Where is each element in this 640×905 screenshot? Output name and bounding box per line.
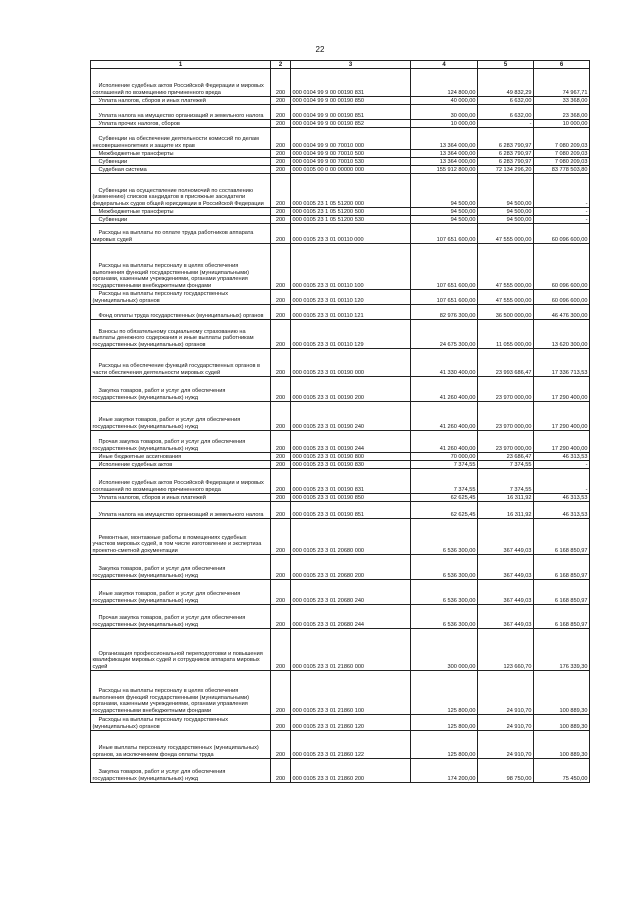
cell-plan: 125 800,00 [411, 671, 478, 715]
cell-rest: 33 368,00 [534, 97, 590, 105]
cell-rest: 100 889,30 [534, 671, 590, 715]
cell-code: 000 0105 23 3 01 00110 120 [291, 290, 411, 305]
cell-code: 000 0105 23 3 01 00190 831 [291, 469, 411, 494]
table-body [91, 69, 590, 783]
cell-name: Уплата налогов, сборов и иных платежей [91, 494, 271, 502]
cell-code: 000 0105 23 3 01 21860 120 [291, 715, 411, 731]
cell-fact: 6 283 790,97 [478, 158, 534, 166]
column-header: 1 [91, 61, 271, 69]
cell-name: Субвенции [91, 158, 271, 166]
table-row [91, 469, 590, 494]
cell-admin: 200 [271, 671, 291, 715]
cell-admin: 200 [271, 208, 291, 216]
cell-rest: 17 336 713,53 [534, 349, 590, 377]
cell-fact: 23 970 000,00 [478, 431, 534, 453]
cell-code: 000 0105 23 3 01 21860 122 [291, 731, 411, 759]
cell-admin: 200 [271, 469, 291, 494]
cell-admin: 200 [271, 377, 291, 402]
table-row [91, 290, 590, 305]
cell-rest: 6 168 850,97 [534, 519, 590, 555]
table-row [91, 158, 590, 166]
cell-code: 000 0105 23 3 01 21860 000 [291, 629, 411, 671]
cell-rest: 13 620 300,00 [534, 320, 590, 349]
table-row [91, 555, 590, 580]
table-row [91, 150, 590, 158]
cell-rest: 46 313,53 [534, 494, 590, 502]
cell-plan: 7 374,55 [411, 469, 478, 494]
cell-rest: 60 096 600,00 [534, 290, 590, 305]
cell-plan: 6 536 300,00 [411, 519, 478, 555]
table-row [91, 224, 590, 244]
cell-plan: 41 330 400,00 [411, 349, 478, 377]
cell-name: Расходы на выплаты персоналу в целях обеспечения выполнения функций государственными (муниципальными) органами, казенными учреждениями, органами управления государственными внебюджетными фондами [91, 244, 271, 290]
table-row [91, 715, 590, 731]
cell-fact: 98 750,00 [478, 759, 534, 783]
cell-name: Уплата прочих налогов, сборов [91, 120, 271, 128]
cell-rest: 23 368,00 [534, 105, 590, 120]
cell-admin: 200 [271, 715, 291, 731]
cell-code: 000 0104 99 9 00 70010 500 [291, 150, 411, 158]
cell-fact: 47 555 000,00 [478, 290, 534, 305]
cell-fact: 24 910,70 [478, 715, 534, 731]
table-row [91, 731, 590, 759]
cell-plan: 30 000,00 [411, 105, 478, 120]
cell-name: Расходы на выплаты персоналу в целях обеспечения выполнения функций государственными (муниципальными) органами, казенными учреждениями, органами управления государственными внебюджетными фондами [91, 671, 271, 715]
cell-name: Субвенции [91, 216, 271, 224]
cell-name: Исполнение судебных актов Российской Федерации и мировых соглашений по возмещению причиненного вреда [91, 469, 271, 494]
cell-name: Закупка товаров, работ и услуг для обеспечения государственных (муниципальных) нужд [91, 377, 271, 402]
cell-plan: 107 651 600,00 [411, 224, 478, 244]
cell-fact: 23 970 000,00 [478, 377, 534, 402]
cell-admin: 200 [271, 105, 291, 120]
cell-fact: - [478, 120, 534, 128]
cell-plan: 94 500,00 [411, 208, 478, 216]
cell-code: 000 0105 23 3 01 21860 100 [291, 671, 411, 715]
table-row [91, 174, 590, 208]
column-header: 2 [271, 61, 291, 69]
cell-code: 000 0105 23 3 01 20680 200 [291, 555, 411, 580]
cell-plan: 124 800,00 [411, 69, 478, 97]
table-row [91, 402, 590, 431]
column-header: 6 [534, 61, 590, 69]
cell-name: Расходы на обеспечение функций государственных органов в части обеспечения деятельности мировых судей [91, 349, 271, 377]
cell-rest: 75 450,00 [534, 759, 590, 783]
cell-name: Исполнение судебных актов Российской Федерации и мировых соглашений по возмещению причиненного вреда [91, 69, 271, 97]
cell-plan: 70 000,00 [411, 453, 478, 461]
cell-code: 000 0105 23 3 01 00110 100 [291, 244, 411, 290]
cell-code: 000 0105 23 3 01 00110 129 [291, 320, 411, 349]
cell-plan: 62 625,45 [411, 494, 478, 502]
cell-name: Прочая закупка товаров, работ и услуг для обеспечения государственных (муниципальных) нужд [91, 431, 271, 453]
cell-fact: 367 449,03 [478, 605, 534, 629]
cell-fact: 6 283 790,97 [478, 150, 534, 158]
cell-code: 000 0105 23 1 05 51200 000 [291, 174, 411, 208]
table-row [91, 629, 590, 671]
cell-plan: 62 625,45 [411, 502, 478, 519]
table-row [91, 580, 590, 605]
cell-rest: 17 290 400,00 [534, 377, 590, 402]
cell-plan: 6 536 300,00 [411, 555, 478, 580]
cell-rest: 100 889,30 [534, 731, 590, 759]
cell-plan: 107 651 600,00 [411, 290, 478, 305]
cell-fact: 11 055 000,00 [478, 320, 534, 349]
cell-code: 000 0105 23 1 05 51200 500 [291, 208, 411, 216]
table-row [91, 349, 590, 377]
cell-admin: 200 [271, 431, 291, 453]
cell-admin: 200 [271, 305, 291, 320]
cell-admin: 200 [271, 402, 291, 431]
cell-code: 000 0105 23 3 01 00110 000 [291, 224, 411, 244]
cell-plan: 13 364 000,00 [411, 150, 478, 158]
cell-admin: 200 [271, 555, 291, 580]
cell-fact: 24 910,70 [478, 731, 534, 759]
cell-name: Расходы на выплаты персоналу государственных (муниципальных) органов [91, 290, 271, 305]
cell-fact: 367 449,03 [478, 580, 534, 605]
table-header-row [91, 61, 590, 69]
cell-admin: 200 [271, 519, 291, 555]
cell-rest: 60 096 600,00 [534, 224, 590, 244]
cell-code: 000 0105 23 3 01 00190 850 [291, 494, 411, 502]
cell-fact: 16 311,92 [478, 502, 534, 519]
cell-admin: 200 [271, 349, 291, 377]
cell-admin: 200 [271, 150, 291, 158]
cell-plan: 40 000,00 [411, 97, 478, 105]
cell-code: 000 0104 99 9 00 00190 850 [291, 97, 411, 105]
cell-name: Судебная система [91, 166, 271, 174]
table-row [91, 216, 590, 224]
cell-fact: 367 449,03 [478, 519, 534, 555]
cell-rest: 46 313,53 [534, 502, 590, 519]
cell-rest: 7 080 209,03 [534, 150, 590, 158]
table-row [91, 377, 590, 402]
table-row [91, 519, 590, 555]
cell-name: Межбюджетные трансферты [91, 150, 271, 158]
table-row [91, 453, 590, 461]
cell-rest: 7 080 209,03 [534, 128, 590, 150]
cell-admin: 200 [271, 502, 291, 519]
cell-plan: 13 364 000,00 [411, 158, 478, 166]
cell-plan: 94 500,00 [411, 216, 478, 224]
cell-admin: 200 [271, 69, 291, 97]
cell-name: Организация профессиональной переподготовки и повышения квалификации мировых судей и сотрудников аппарата мировых судей [91, 629, 271, 671]
cell-rest: 83 778 503,80 [534, 166, 590, 174]
cell-name: Уплата налога на имущество организаций и земельного налога [91, 502, 271, 519]
cell-plan: 94 500,00 [411, 174, 478, 208]
cell-rest: - [534, 174, 590, 208]
cell-plan: 41 260 400,00 [411, 402, 478, 431]
cell-rest: 176 339,30 [534, 629, 590, 671]
cell-fact: 367 449,03 [478, 555, 534, 580]
cell-rest: 46 476 300,00 [534, 305, 590, 320]
table-row [91, 605, 590, 629]
cell-code: 000 0104 99 9 00 70010 000 [291, 128, 411, 150]
cell-fact: 7 374,55 [478, 469, 534, 494]
table-row [91, 128, 590, 150]
cell-admin: 200 [271, 120, 291, 128]
cell-plan: 174 200,00 [411, 759, 478, 783]
cell-fact: 47 555 000,00 [478, 244, 534, 290]
cell-plan: 155 912 800,00 [411, 166, 478, 174]
cell-code: 000 0105 23 3 01 00190 200 [291, 377, 411, 402]
table-row [91, 431, 590, 453]
table-row [91, 120, 590, 128]
cell-admin: 200 [271, 128, 291, 150]
cell-plan: 107 651 600,00 [411, 244, 478, 290]
cell-code: 000 0104 99 9 00 00190 831 [291, 69, 411, 97]
cell-rest: 17 290 400,00 [534, 431, 590, 453]
table-row [91, 105, 590, 120]
cell-name: Уплата налогов, сборов и иных платежей [91, 97, 271, 105]
table-row [91, 461, 590, 469]
table-row [91, 305, 590, 320]
cell-rest: 46 313,53 [534, 453, 590, 461]
cell-plan: 125 800,00 [411, 715, 478, 731]
cell-admin: 200 [271, 759, 291, 783]
cell-name: Уплата налога на имущество организаций и земельного налога [91, 105, 271, 120]
cell-name: Расходы на выплаты персоналу государственных (муниципальных) органов [91, 715, 271, 731]
page-number: 22 [315, 45, 325, 54]
column-header: 5 [478, 61, 534, 69]
cell-plan: 41 260 400,00 [411, 431, 478, 453]
cell-fact: 49 832,29 [478, 69, 534, 97]
cell-code: 000 0105 23 3 01 21860 200 [291, 759, 411, 783]
cell-admin: 200 [271, 494, 291, 502]
cell-plan: 24 675 300,00 [411, 320, 478, 349]
column-header: 3 [291, 61, 411, 69]
table-row [91, 97, 590, 105]
cell-fact: 7 374,55 [478, 461, 534, 469]
cell-fact: 123 660,70 [478, 629, 534, 671]
cell-name: Межбюджетные трансферты [91, 208, 271, 216]
cell-plan: 300 000,00 [411, 629, 478, 671]
cell-fact: 23 970 000,00 [478, 402, 534, 431]
cell-admin: 200 [271, 629, 291, 671]
cell-fact: 23 993 686,47 [478, 349, 534, 377]
cell-fact: 47 555 000,00 [478, 224, 534, 244]
cell-rest: - [534, 216, 590, 224]
cell-code: 000 0104 99 9 00 00190 852 [291, 120, 411, 128]
cell-name: Иные бюджетные ассигнования [91, 453, 271, 461]
cell-rest: - [534, 461, 590, 469]
cell-fact: 24 910,70 [478, 671, 534, 715]
table-row [91, 166, 590, 174]
cell-code: 000 0105 23 3 01 00190 244 [291, 431, 411, 453]
cell-rest: - [534, 469, 590, 494]
table-row [91, 759, 590, 783]
cell-rest: 100 889,30 [534, 715, 590, 731]
table-row [91, 69, 590, 97]
cell-rest: 60 096 600,00 [534, 244, 590, 290]
cell-admin: 200 [271, 158, 291, 166]
cell-name: Расходы на выплаты по оплате труда работников аппарата мировых судей [91, 224, 271, 244]
cell-plan: 7 374,55 [411, 461, 478, 469]
cell-name: Закупка товаров, работ и услуг для обеспечения государственных (муниципальных) нужд [91, 759, 271, 783]
table-row [91, 502, 590, 519]
cell-rest: 10 000,00 [534, 120, 590, 128]
cell-code: 000 0105 23 1 05 51200 530 [291, 216, 411, 224]
cell-code: 000 0104 99 9 00 70010 530 [291, 158, 411, 166]
table-row [91, 244, 590, 290]
cell-plan: 82 976 300,00 [411, 305, 478, 320]
cell-admin: 200 [271, 244, 291, 290]
cell-admin: 200 [271, 290, 291, 305]
budget-table [90, 60, 590, 783]
cell-code: 000 0105 23 3 01 00190 800 [291, 453, 411, 461]
cell-admin: 200 [271, 605, 291, 629]
cell-name: Прочая закупка товаров, работ и услуг для обеспечения государственных (муниципальных) нужд [91, 605, 271, 629]
cell-name: Ремонтные, монтажные работы в помещениях судебных участков мировых судей, в том числе изготовление и экспертиза проектно-сметной документации [91, 519, 271, 555]
cell-name: Взносы по обязательному социальному страхованию на выплаты денежного содержания и иные выплаты работникам государственных (муниципальных) органов [91, 320, 271, 349]
cell-name: Иные закупки товаров, работ и услуг для обеспечения государственных (муниципальных) нужд [91, 580, 271, 605]
cell-code: 000 0105 23 3 01 20680 000 [291, 519, 411, 555]
cell-code: 000 0104 99 9 00 00190 851 [291, 105, 411, 120]
cell-fact: 94 500,00 [478, 174, 534, 208]
cell-code: 000 0105 23 3 01 00190 000 [291, 349, 411, 377]
cell-fact: 6 632,00 [478, 105, 534, 120]
cell-admin: 200 [271, 216, 291, 224]
cell-admin: 200 [271, 224, 291, 244]
cell-rest: 6 168 850,97 [534, 605, 590, 629]
cell-plan: 41 260 400,00 [411, 377, 478, 402]
cell-name: Субвенции на обеспечение деятельности комиссий по делам несовершеннолетних и защите их прав [91, 128, 271, 150]
table-row [91, 320, 590, 349]
cell-name: Исполнение судебных актов [91, 461, 271, 469]
cell-fact: 36 500 000,00 [478, 305, 534, 320]
cell-rest: 6 168 850,97 [534, 555, 590, 580]
cell-rest: 74 967,71 [534, 69, 590, 97]
cell-code: 000 0105 23 3 01 00190 240 [291, 402, 411, 431]
column-header: 4 [411, 61, 478, 69]
cell-name: Иные выплаты персоналу государственных (муниципальных) органов, за исключением фонда оплаты труда [91, 731, 271, 759]
cell-rest: 6 168 850,97 [534, 580, 590, 605]
cell-fact: 23 686,47 [478, 453, 534, 461]
cell-fact: 94 500,00 [478, 216, 534, 224]
cell-plan: 13 364 000,00 [411, 128, 478, 150]
cell-name: Субвенции на осуществление полномочий по составлению (изменению) списков кандидатов в присяжные заседатели федеральных судов общей юрисдикции в Российской Федерации [91, 174, 271, 208]
table-row [91, 494, 590, 502]
cell-fact: 72 134 296,20 [478, 166, 534, 174]
cell-plan: 125 800,00 [411, 731, 478, 759]
cell-plan: 6 536 300,00 [411, 605, 478, 629]
cell-admin: 200 [271, 731, 291, 759]
cell-plan: 10 000,00 [411, 120, 478, 128]
cell-rest: 17 290 400,00 [534, 402, 590, 431]
cell-admin: 200 [271, 320, 291, 349]
cell-admin: 200 [271, 174, 291, 208]
cell-admin: 200 [271, 580, 291, 605]
cell-name: Иные закупки товаров, работ и услуг для обеспечения государственных (муниципальных) нужд [91, 402, 271, 431]
cell-plan: 6 536 300,00 [411, 580, 478, 605]
cell-code: 000 0105 23 3 01 20680 244 [291, 605, 411, 629]
cell-name: Закупка товаров, работ и услуг для обеспечения государственных (муниципальных) нужд [91, 555, 271, 580]
cell-rest: - [534, 208, 590, 216]
cell-code: 000 0105 23 3 01 00190 851 [291, 502, 411, 519]
cell-code: 000 0105 23 3 01 20680 240 [291, 580, 411, 605]
cell-fact: 6 632,00 [478, 97, 534, 105]
cell-admin: 200 [271, 166, 291, 174]
cell-name: Фонд оплаты труда государственных (муниципальных) органов [91, 305, 271, 320]
cell-code: 000 0105 00 0 00 00000 000 [291, 166, 411, 174]
cell-code: 000 0105 23 3 01 00190 830 [291, 461, 411, 469]
table-row [91, 671, 590, 715]
cell-code: 000 0105 23 3 01 00110 121 [291, 305, 411, 320]
cell-fact: 6 283 790,97 [478, 128, 534, 150]
cell-fact: 94 500,00 [478, 208, 534, 216]
cell-fact: 16 311,92 [478, 494, 534, 502]
cell-rest: 7 080 209,03 [534, 158, 590, 166]
cell-admin: 200 [271, 453, 291, 461]
cell-admin: 200 [271, 97, 291, 105]
cell-admin: 200 [271, 461, 291, 469]
table-row [91, 208, 590, 216]
